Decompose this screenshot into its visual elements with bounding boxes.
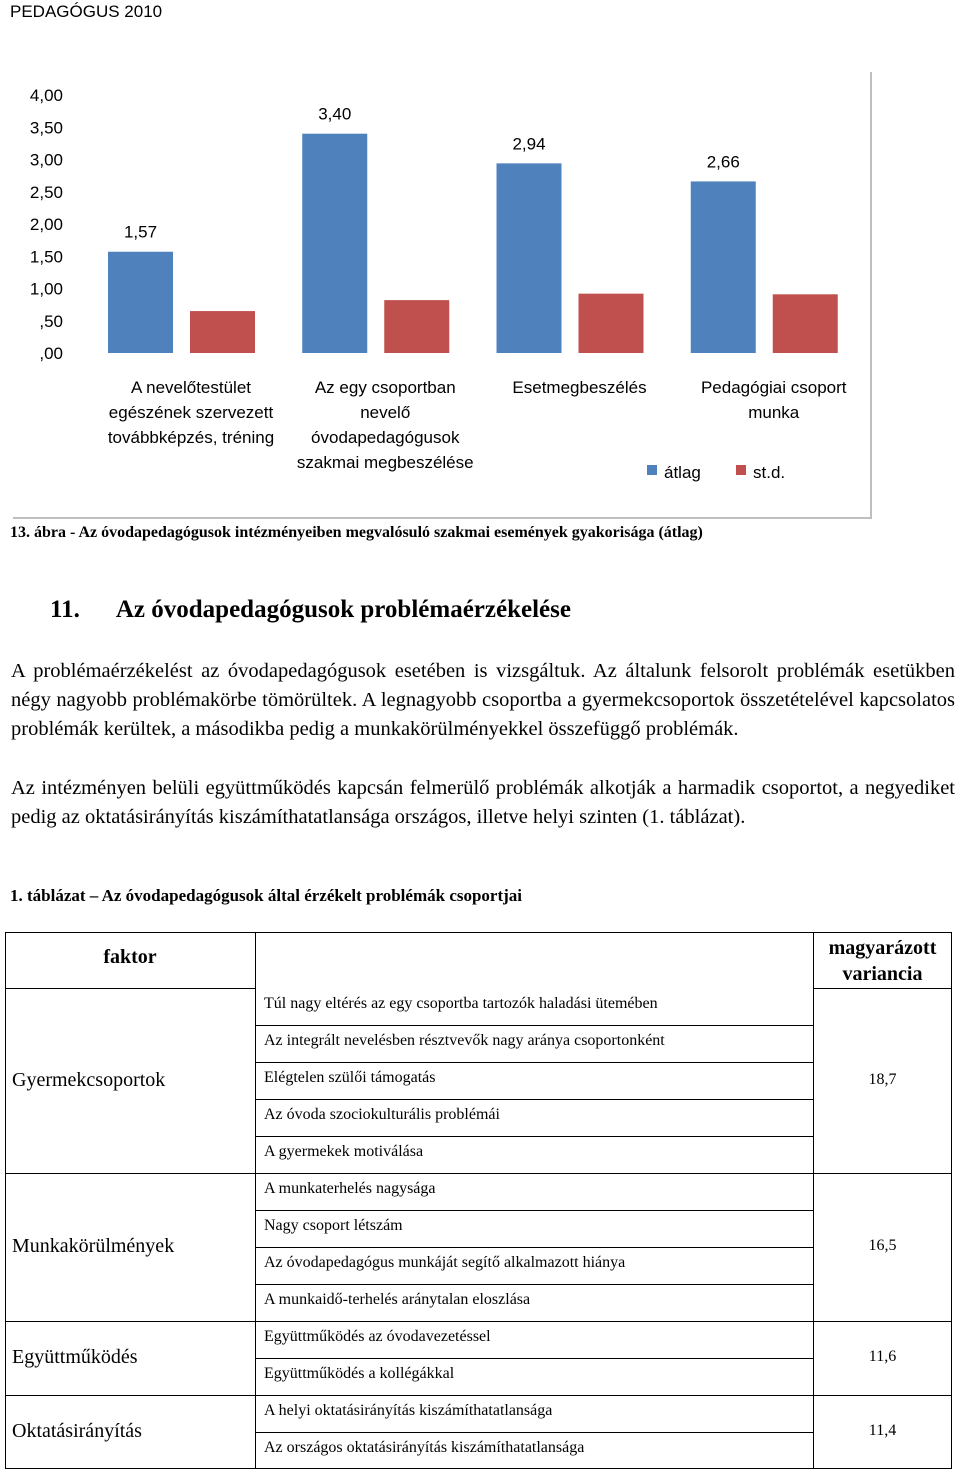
bar-sd [384,300,449,353]
table-item: Nagy csoport létszám [264,1217,403,1234]
bar-mean [691,181,756,353]
header-variance-line2: variancia [842,963,923,985]
table-border [5,932,952,933]
table-item: Az országos oktatásirányítás kiszámíthatatlansága [264,1439,585,1456]
explained-variance: 11,6 [868,1348,897,1365]
y-tick-label: 2,50 [29,182,63,202]
bar-mean [497,163,562,353]
category-label: Pedagógiai csoport [700,378,847,397]
section-title: Az óvodapedagógusok problémaérzékelése [115,596,571,623]
row-divider [255,1358,813,1359]
table-border [5,932,6,1469]
y-tick-label: 2,00 [29,215,63,234]
group-divider [5,1321,952,1322]
factor-name: Oktatásirányítás [12,1420,142,1442]
row-divider [255,1210,813,1211]
y-tick-label: 4,00 [29,86,63,105]
y-tick-label: 1,50 [29,247,63,267]
row-divider [255,1284,813,1285]
table-item: Az óvoda szociokulturális problémái [264,1106,500,1123]
category-label: továbbképzés, tréning [107,428,275,447]
explained-variance: 16,5 [868,1237,897,1254]
row-divider [255,1432,813,1433]
legend-swatch [736,465,746,475]
header-variance-line1: magyarázott [828,937,937,959]
y-tick-label: 1,00 [29,279,63,299]
y-tick-label: ,50 [39,311,63,331]
data-label: 1,57 [123,222,158,242]
table-border [255,932,256,1469]
category-label: szakmai megbeszélése [296,453,474,472]
table-item: Együttműködés az óvodavezetéssel [264,1328,491,1345]
bar-sd [190,311,255,353]
data-label: 2,94 [512,134,546,154]
category-label: Esetmegbeszélés [512,378,647,397]
legend-label: st.d. [753,463,786,482]
category-label: munka [748,403,800,422]
legend-swatch [647,465,657,475]
table-border [5,988,255,989]
row-divider [255,1099,813,1100]
table-item: Az óvodapedagógus munkáját segítő alkalmazott hiánya [264,1254,626,1271]
figure-caption: 13. ábra - Az óvodapedagógusok intézményeiben megvalósuló szakmai események gyakorisága (átlag) [10,524,703,541]
explained-variance: 11,4 [868,1422,897,1439]
factor-name: Munkakörülmények [12,1235,175,1257]
table-border [813,932,814,1469]
y-tick-label: 3,00 [29,150,63,170]
table-border [5,1468,952,1469]
category-label: A nevelőtestület [130,378,252,397]
header-variance [813,935,952,987]
header-factor: faktor [103,946,157,968]
table-item: A helyi oktatásirányítás kiszámíthatatlansága [264,1402,553,1419]
table-title: 1. táblázat – Az óvodapedagógusok által érzékelt problémák csoportjai [10,886,523,905]
section-number: 11. [50,596,80,623]
explained-variance: 18,7 [868,1070,897,1088]
factor-name: Együttműködés [12,1346,138,1368]
table-item: A munkaidő-terhelés aránytalan eloszlása [264,1291,531,1308]
category-label: Az egy csoportban [314,378,456,397]
factor-name: Gyermekcsoportok [12,1068,166,1091]
table-item: Túl nagy eltérés az egy csoportba tartozók haladási ütemében [264,995,658,1012]
body-paragraph: Az intézményen belüli együttműködés kapcsán felmerülő problémák alkotják a harmadik csoportot, a negyediket pedig az oktatásirányítás kiszámíthatatlansága országos, illetve helyi szinten (1. táblázat). [11,777,955,828]
row-divider [255,1062,813,1063]
bar-mean [302,134,367,353]
table-item: A munkaterhelés nagysága [264,1180,436,1197]
table-item: Elégtelen szülői támogatás [264,1069,436,1086]
y-tick-label: 3,50 [29,118,63,138]
chart-canvas [13,72,870,517]
bar-sd [773,294,838,353]
table-border [813,988,952,989]
category-label: nevelő [360,403,411,422]
group-divider [5,1173,952,1174]
category-label: óvodapedagógusok [311,428,460,447]
bar-sd [579,294,644,353]
data-label: 3,40 [318,104,352,124]
bar-chart [13,72,872,519]
table-item: Együttműködés a kollégákkal [264,1365,455,1382]
row-divider [255,1025,813,1026]
body-paragraph: A problémaérzékelést az óvodapedagógusok esetében is vizsgáltuk. Az általunk felsorolt problémák esetükben négy nagyobb problémakörbe tömörültek. A legnagyobb csoportba a gyermekcsoportok összetételével kapcsolatos problémák kerültek, a másodikba pedig a munkakörülményekkel összefüggő problémák. [11,660,955,740]
group-divider [5,1395,952,1396]
problem-groups-table [5,932,952,1469]
running-head: PEDAGÓGUS 2010 [10,2,163,21]
table-border [951,932,952,1469]
row-divider [255,1247,813,1248]
table-item: Az integrált nevelésben résztvevők nagy aránya csoportonként [264,1032,665,1049]
category-label: egészének szervezett [108,403,274,422]
table-item: A gyermekek motiválása [264,1143,424,1160]
y-tick-label: ,00 [39,344,63,363]
legend-label: átlag [664,463,701,482]
bar-mean [108,252,173,353]
section-heading [50,596,571,624]
data-label: 2,66 [706,152,740,172]
row-divider [255,1136,813,1137]
